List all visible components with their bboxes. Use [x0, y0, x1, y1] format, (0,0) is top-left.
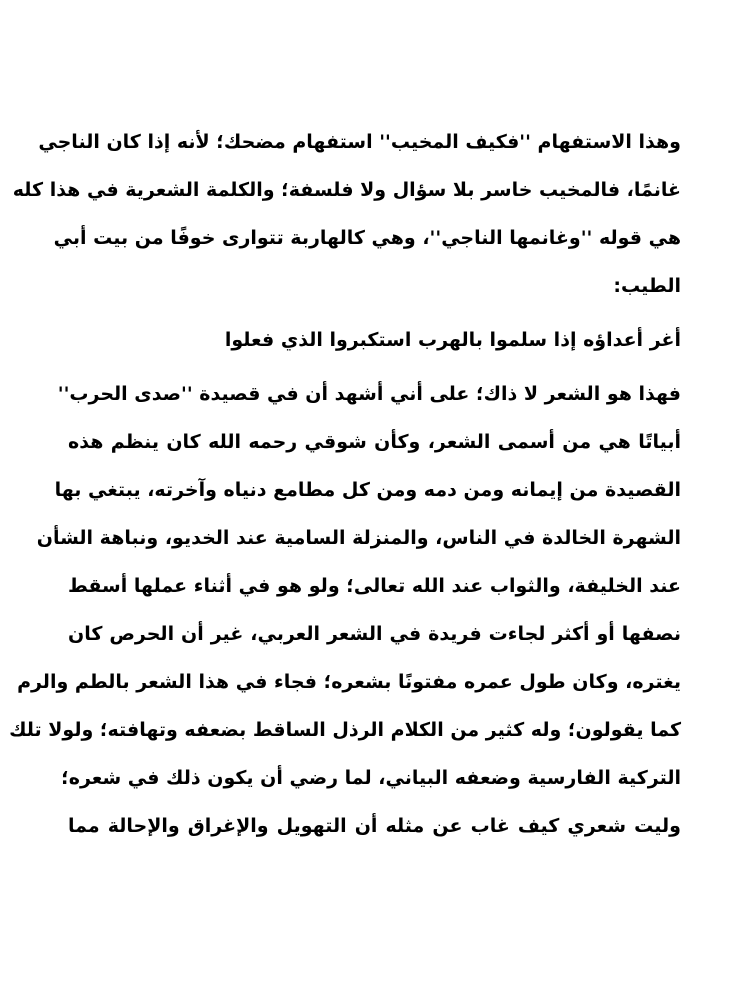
text-line: الطيب: [613, 275, 681, 297]
paragraph-1 [12, 118, 681, 310]
text-line: وليت شعري كيف غاب عن مثله أن التهويل والإغراق والإحالة مما [68, 815, 681, 837]
poetry-verse: أغر أعداؤه إذا سلموا بالهرب استكبروا الذي فعلوا [224, 329, 681, 351]
text-line: نصفها أو أكثر لجاءت فريدة في الشعر العربي، غير أن الحرص كان [68, 623, 681, 645]
paragraph-2 [9, 370, 681, 850]
text-line: القصيدة من إيمانه ومن دمه ومن كل مطامع دنياه وآخرته، يبتغي بها [54, 479, 681, 501]
text-line: وهذا الاستفهام ''فكيف المخيب'' استفهام مضحك؛ لأنه إذا كان الناجي [38, 131, 681, 153]
text-line: غانمًا، فالمخيب خاسر بلا سؤال ولا فلسفة؛ والكلمة الشعرية في هذا كله [12, 179, 681, 201]
text-line: يغتره، وكان طول عمره مفتونًا بشعره؛ فجاء في هذا الشعر بالطم والرم [17, 671, 681, 693]
text-line: التركية الفارسية وضعفه البياني، لما رضي أن يكون ذلك في شعره؛ [61, 767, 681, 789]
text-line: الشهرة الخالدة في الناس، والمنزلة السامية عند الخديو، ونباهة الشأن [36, 527, 681, 549]
document-page [9, 118, 681, 850]
text-line: كما يقولون؛ وله كثير من الكلام الرذل الساقط بضعفه وتهافته؛ ولولا تلك [9, 719, 681, 741]
text-line: فهذا هو الشعر لا ذاك؛ على أني أشهد أن في قصيدة ''صدى الحرب'' [57, 383, 681, 405]
text-line: عند الخليفة، والثواب عند الله تعالى؛ ولو هو في أثناء عملها أسقط [68, 575, 681, 597]
text-line: هي قوله ''وغانمها الناجي''، وهي كالهاربة تتوارى خوفًا من بيت أبي [53, 227, 681, 249]
text-line: أبياتًا هي من أسمى الشعر، وكأن شوقي رحمه الله كان ينظم هذه [68, 431, 681, 453]
